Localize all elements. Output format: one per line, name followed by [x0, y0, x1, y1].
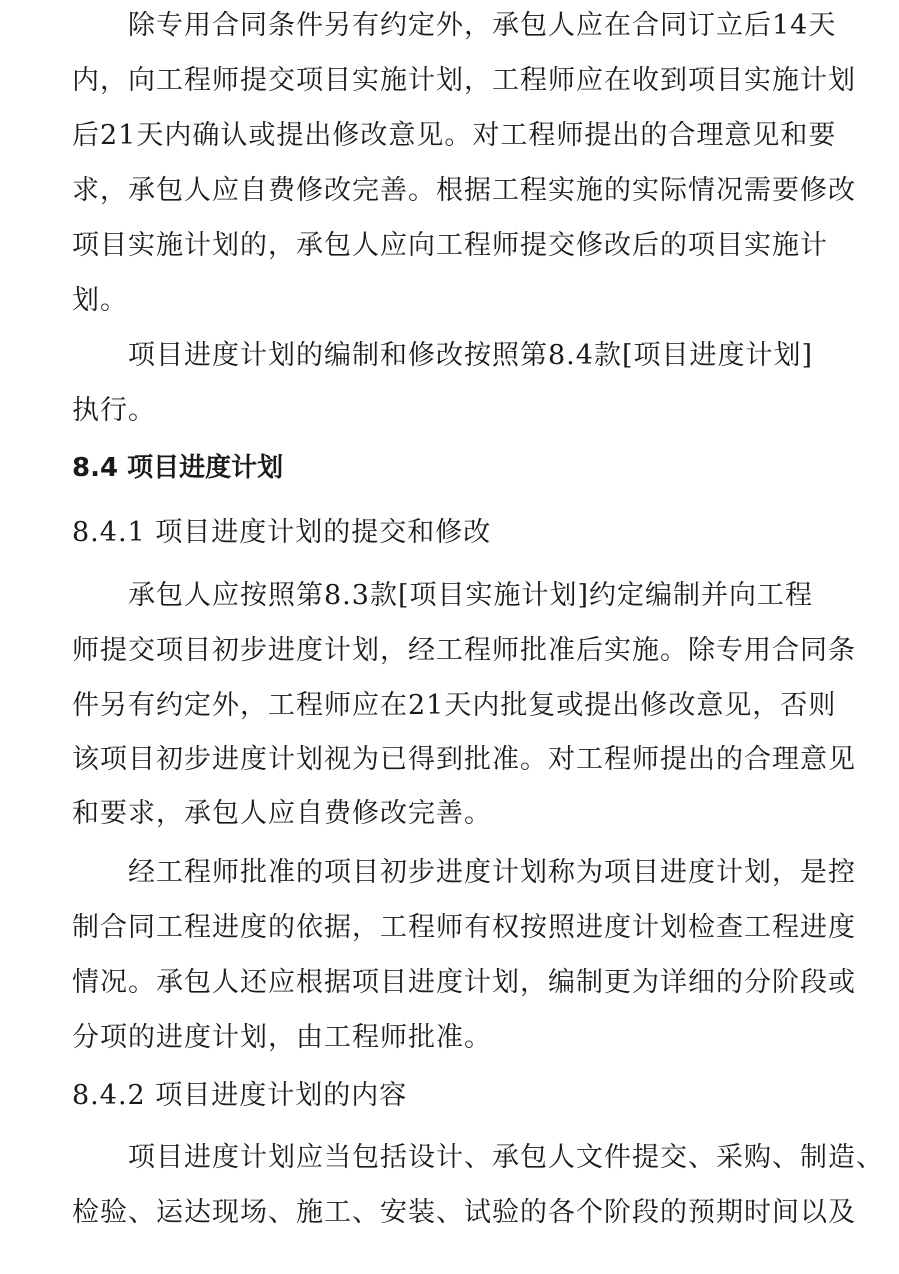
text-line: 内，向工程师提交项目实施计划，工程师应在收到项目实施计划 — [72, 65, 856, 96]
text-line: 制合同工程进度的依据，工程师有权按照进度计划检查工程进度 — [72, 912, 856, 943]
text-line: 件另有约定外，工程师应在21天内批复或提出修改意见，否则 — [72, 690, 837, 721]
text-line: 执行。 — [72, 395, 156, 426]
text-line: 项目进度计划的编制和修改按照第8.4款[项目进度计划] — [128, 340, 814, 371]
section-subheading-8-4-1: 8.4.1 项目进度计划的提交和修改 — [72, 517, 492, 548]
text-line: 后21天内确认或提出修改意见。对工程师提出的合理意见和要 — [72, 120, 837, 151]
text-line: 师提交项目初步进度计划，经工程师批准后实施。除专用合同条 — [72, 635, 856, 666]
text-line: 检验、运达现场、施工、安装、试验的各个阶段的预期时间以及 — [72, 1197, 856, 1228]
text-line: 除专用合同条件另有约定外，承包人应在合同订立后14天 — [128, 10, 837, 41]
text-line: 项目进度计划应当包括设计、承包人文件提交、采购、制造、 — [128, 1142, 884, 1173]
section-subheading-8-4-2: 8.4.2 项目进度计划的内容 — [72, 1080, 408, 1111]
text-line: 情况。承包人还应根据项目进度计划，编制更为详细的分阶段或 — [72, 967, 856, 998]
text-line: 项目实施计划的，承包人应向工程师提交修改后的项目实施计 — [72, 230, 828, 261]
text-line: 该项目初步进度计划视为已得到批准。对工程师提出的合理意见 — [72, 744, 856, 775]
text-line: 和要求，承包人应自费修改完善。 — [72, 798, 492, 829]
text-line: 承包人应按照第8.3款[项目实施计划]约定编制并向工程 — [128, 580, 814, 611]
text-line: 求，承包人应自费修改完善。根据工程实施的实际情况需要修改 — [72, 175, 856, 206]
section-heading-8-4: 8.4 项目进度计划 — [72, 453, 284, 483]
text-line: 经工程师批准的项目初步进度计划称为项目进度计划，是控 — [128, 857, 856, 888]
text-line: 划。 — [72, 285, 128, 316]
text-line: 分项的进度计划，由工程师批准。 — [72, 1022, 492, 1053]
